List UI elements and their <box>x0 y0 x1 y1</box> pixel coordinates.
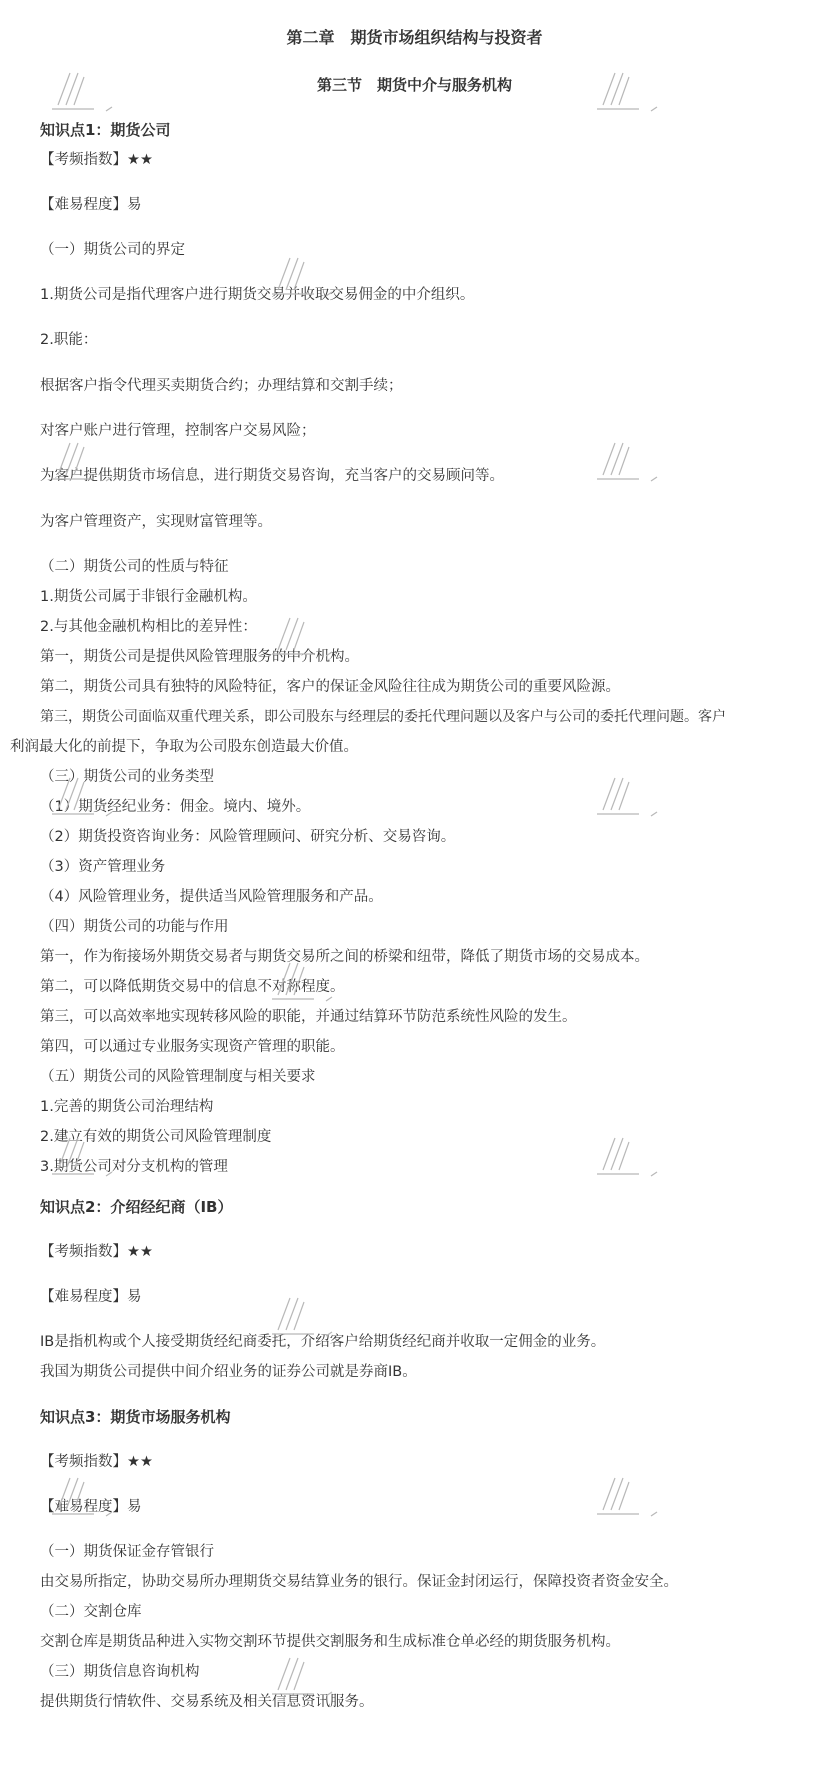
kp3-warehouse-heading: （二）交割仓库 <box>40 1604 142 1620</box>
kp3-warehouse-text: 交割仓库是期货品种进入实物交割环节提供交割服务和生成标准仓单必经的期货服务机构。 <box>40 1634 620 1650</box>
section-title: 第三节 期货中介与服务机构 <box>316 76 512 94</box>
kp1-nature-5b: 利润最大化的前提下，争取为公司股东创造最大价值。 <box>10 739 358 755</box>
kp1-function-3: 为客户提供期货市场信息，进行期货交易咨询，充当客户的交易顾问等。 <box>40 468 504 484</box>
kp3-frequency: 【考频指数】★★ <box>40 1454 153 1470</box>
kp3-title: 知识点3：期货市场服务机构 <box>40 1408 231 1426</box>
kp1-nature-1: 1.期货公司属于非银行金融机构。 <box>40 589 257 605</box>
kp3-bank-text: 由交易所指定，协助交易所办理期货交易结算业务的银行。保证金封闭运行，保障投资者资金安全。 <box>40 1574 678 1590</box>
kp1-title: 知识点1：期货公司 <box>40 121 171 139</box>
chapter-title: 第二章 期货市场组织结构与投资者 <box>286 28 543 47</box>
kp1-business-1: （1）期货经纪业务：佣金。境内、境外。 <box>40 799 311 815</box>
kp1-business-heading: （三）期货公司的业务类型 <box>40 769 214 785</box>
kp2-text-1: IB是指机构或个人接受期货经纪商委托，介绍客户给期货经纪商并收取一定佣金的业务。 <box>40 1334 606 1350</box>
kp1-frequency: 【考频指数】★★ <box>40 152 153 168</box>
kp3-info-heading: （三）期货信息咨询机构 <box>40 1664 200 1680</box>
watermark-mark <box>595 770 675 830</box>
kp1-business-3: （3）资产管理业务 <box>40 859 166 875</box>
kp3-info-text: 提供期货行情软件、交易系统及相关信息资讯服务。 <box>40 1694 374 1710</box>
kp1-function-heading: 2.职能： <box>40 332 98 348</box>
kp1-role-heading: （四）期货公司的功能与作用 <box>40 919 229 935</box>
kp3-difficulty: 【难易程度】易 <box>40 1499 142 1515</box>
kp2-frequency: 【考频指数】★★ <box>40 1244 153 1260</box>
watermark-mark <box>595 1470 675 1530</box>
kp1-business-4: （4）风险管理业务，提供适当风险管理服务和产品。 <box>40 889 383 905</box>
kp1-nature-5a: 第三，期货公司面临双重代理关系，即公司股东与经理层的委托代理问题以及客户与公司的委托代理问题。客户 <box>40 709 726 725</box>
kp1-risk-1: 1.完善的期货公司治理结构 <box>40 1099 214 1115</box>
kp3-bank-heading: （一）期货保证金存管银行 <box>40 1544 214 1560</box>
kp1-role-3: 第三，可以高效率地实现转移风险的职能，并通过结算环节防范系统性风险的发生。 <box>40 1009 577 1025</box>
kp1-business-2: （2）期货投资咨询业务：风险管理顾问、研究分析、交易咨询。 <box>40 829 456 845</box>
kp1-function-4: 为客户管理资产，实现财富管理等。 <box>40 514 272 530</box>
kp1-nature-heading: （二）期货公司的性质与特征 <box>40 559 229 575</box>
kp1-definition-text: 1.期货公司是指代理客户进行期货交易并收取交易佣金的中介组织。 <box>40 287 475 303</box>
kp1-difficulty: 【难易程度】易 <box>40 197 142 213</box>
watermark-mark <box>595 65 675 125</box>
watermark-mark <box>595 1130 675 1190</box>
kp1-role-1: 第一，作为衔接场外期货交易者与期货交易所之间的桥梁和纽带，降低了期货市场的交易成本。 <box>40 949 649 965</box>
watermark-mark <box>50 435 130 495</box>
kp1-risk-2: 2.建立有效的期货公司风险管理制度 <box>40 1129 272 1145</box>
kp2-text-2: 我国为期货公司提供中间介绍业务的证券公司就是券商IB。 <box>40 1364 417 1380</box>
kp1-nature-4: 第二，期货公司具有独特的风险特征，客户的保证金风险往往成为期货公司的重要风险源。 <box>40 679 620 695</box>
kp1-nature-2: 2.与其他金融机构相比的差异性： <box>40 619 257 635</box>
kp2-title: 知识点2：介绍经纪商（IB） <box>40 1198 233 1216</box>
kp1-function-2: 对客户账户进行管理，控制客户交易风险； <box>40 423 316 439</box>
kp1-role-2: 第二，可以降低期货交易中的信息不对称程度。 <box>40 979 345 995</box>
kp1-risk-heading: （五）期货公司的风险管理制度与相关要求 <box>40 1069 316 1085</box>
kp1-nature-3: 第一，期货公司是提供风险管理服务的中介机构。 <box>40 649 359 665</box>
kp1-definition-heading: （一）期货公司的界定 <box>40 242 185 258</box>
watermark-mark <box>50 65 130 125</box>
kp1-risk-3: 3.期货公司对分支机构的管理 <box>40 1159 228 1175</box>
kp1-function-1: 根据客户指令代理买卖期货合约；办理结算和交割手续； <box>40 378 403 394</box>
watermark-mark <box>595 435 675 495</box>
kp2-difficulty: 【难易程度】易 <box>40 1289 142 1305</box>
kp1-role-4: 第四，可以通过专业服务实现资产管理的职能。 <box>40 1039 345 1055</box>
